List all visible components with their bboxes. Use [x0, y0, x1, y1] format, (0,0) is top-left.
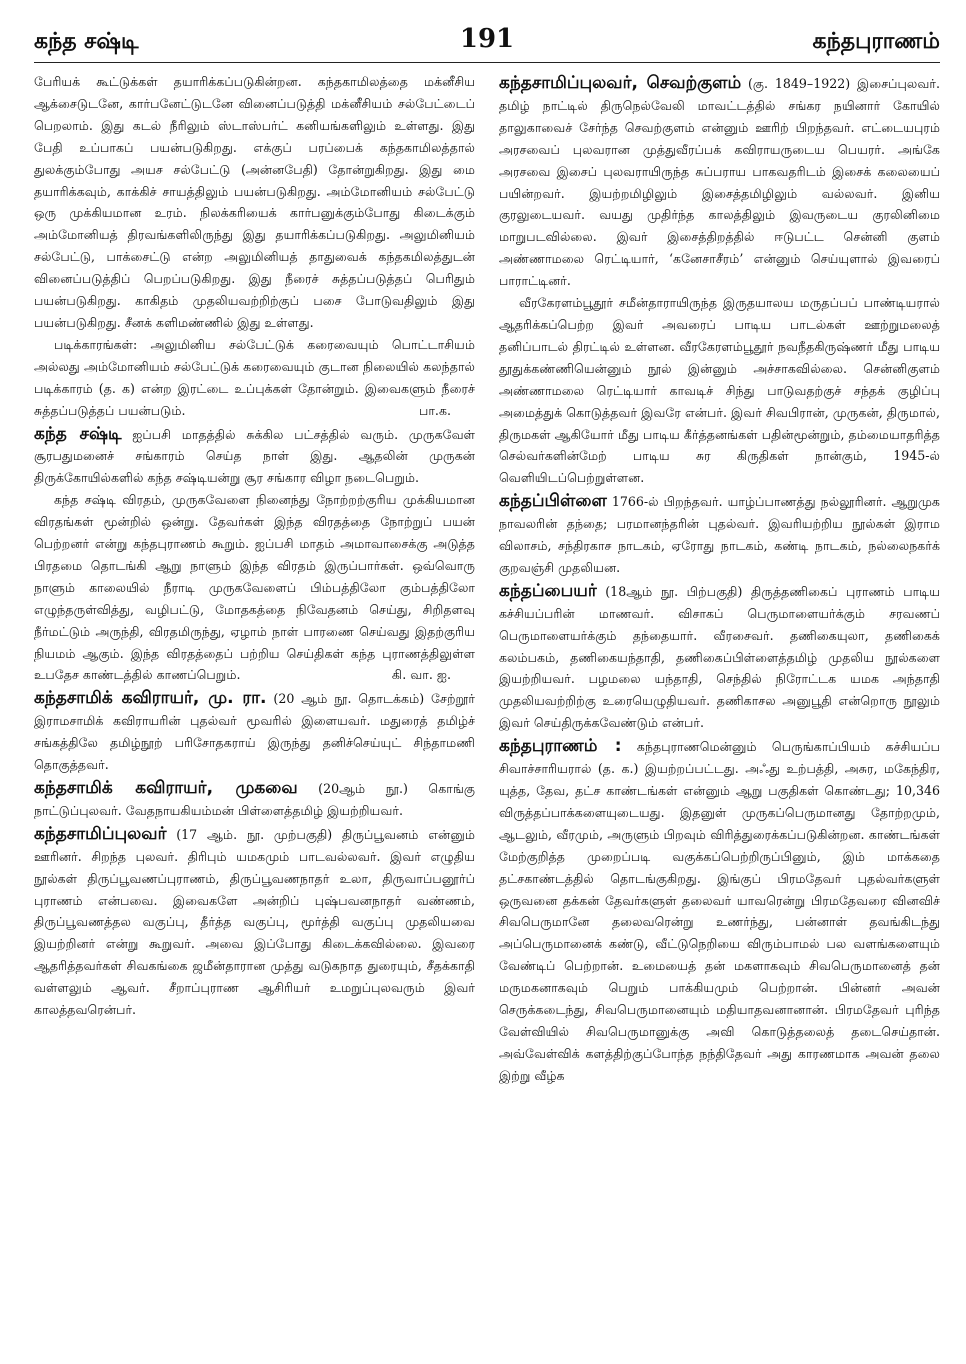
entry-kandasami-pulavar-sevarkulam — [499, 73, 940, 489]
entry-kandappillai — [499, 491, 940, 579]
left-column — [34, 71, 475, 1087]
entry-paragraph — [499, 73, 940, 292]
two-column-body — [34, 71, 940, 1087]
entry-paragraph — [499, 581, 940, 734]
entry-text: (20 ஆம் நூ. தொடக்கம்) சேற்றூர் இராமசாமிக் கவிராயரின் புதல்வர் மூவரில் இளையவர். மதுரைத் தமிழ்ச் சங்கத்திலே தமிழ்நூற் பரிசோதகராய் இருந்து தனிச்செய்யுட் சிந்தாமணி தொகுத்தவர். — [34, 691, 476, 773]
entry-headword: கந்த சஷ்டி — [34, 423, 122, 444]
entry-headword: கந்தபுராணம் : — [499, 736, 622, 757]
entry-paragraph — [499, 736, 940, 1087]
right-column — [499, 71, 940, 1087]
entry-headword: கந்தசாமிக் கவிராயர், மு. ரா. — [34, 688, 267, 709]
author-signature: பா.க. — [418, 402, 451, 418]
header-left-title: கந்த சஷ்டி — [34, 28, 139, 54]
entry-paragraph — [34, 688, 475, 776]
entry-paragraph — [34, 489, 475, 686]
entry-paragraph: வீரகேரளம்பூதூர் சமீன்தாராயிருந்த இருதயாலய மருதப்பப் பாண்டியரால் ஆதரிக்கப்பெற்ற இவர் அவரைப் பாடிய பாடல்கள் ஊற்றுமலைத் தனிப்பாடல் திரட்டில் உள்ளன. வீரகேரளம்பூதூர் நவநீதகிருஷ்ணர் மீது பாடிய தூதுக்கண்ணியென்னும் நூல் இன்னும் அச்சாகவில்லை. சென்னிகுளம் அண்ணாமலை ரெட்டியார் காவடிச் சிந்து பாடுவதற்குச் சந்தக் குழிப்பு அமைத்துக் கொடுத்தவர் இவரே என்பர். இவர் சிவபிரான், முருகன், திருமால், திருமகள் ஆகியோர் மீது பாடிய கீர்த்தனங்கள் பதின்மூன்றும், தம்மையாதரித்த செல்வர்களின்மேற் பாடிய சுர கிருதிகள் நான்கும், 1945-ல் வெளியிடப்பெற்றுள்ளன. — [499, 295, 940, 486]
entry-headword: கந்தப்பையர் — [499, 580, 597, 601]
entry-kandasami-kavirayar-mura — [34, 688, 475, 776]
entry-kandappaiyar — [499, 581, 940, 734]
entry-headword: கந்தசாமிக் கவிராயர், முகவை — [34, 778, 298, 798]
header-right-title: கந்தபுராணம் — [812, 28, 940, 54]
entry-text: கந்தபுராணமென்னும் பெருங்காப்பியம் கச்சியப்ப சிவாச்சாரியரால் (த. க.) இயற்றப்பட்டது. அஃது உற்பத்தி, அசுர, மகேந்திர, யுத்த, தேவ, தட்ச காண்டங்கள் என்னும் ஆறு பகுதிகள் கொண்டது; 10,346 விருத்தப்பாக்களையுடையது. இதனுள் முருகப்பெருமானது தோற்றமும், ஆடலும், வீரமும், அருளும் பிறவும் விரித்துரைக்கப்படுகின்றன. காண்டங்கள் மேற்குறித்த முறைப்படி வகுக்கப்பெற்றிருப்பினும், இம் மாக்கதை தட்சகாண்டத்தில் தொடங்குகிறது. இங்குப் பிரமதேவர் புதல்வர்களுள் ஒருவனை தக்கன் தேவர்களுள் தலைவர் யாவரென்று பிரமதேவரை வினவிச் சிவபெருமானே தலைவரென்று உணர்ந்து, பன்னாள் தவங்கிடந்து அப்பெருமானைக் கண்டு, வீட்டுநெறியை விரும்பாமல் பல வளங்களையும் வேண்டிப் பெற்றான். உமையைத் தன் மகளாகவும் சிவபெருமானைத் தன் மருமகனாகவும் பெறும் பாக்கியமும் பெற்றான். பின்னர் அவன் செருக்கடைந்து, சிவபெருமானையும் மதியாதவனானான். பிரமதேவர் புரிந்த வேள்வியில் சிவபெருமானுக்கு அவி கொடுத்தலைத் தடைசெய்தான். அவ்வேள்விக் களத்திற்குப்போந்த நந்திதேவர் அது காரணமாக அவன் தலை இற்று வீழ்க — [499, 739, 940, 1083]
entry-headword: கந்தப்பிள்ளை — [499, 491, 607, 512]
entry-text: (18ஆம் நூ. பிற்பகுதி) திருத்தணிகைப் புராணம் பாடிய கச்சியப்பரின் மாணவர். விசாகப் பெருமாளையர்க்கும் சரவணப் பெருமாளையர்க்கும் தந்தையார். வீரசைவர். தணிகையுலா, தணிகைக் கலம்பகம், தணிகையந்தாதி, தணிகைப்பிள்ளைத்தமிழ் முதலிய நூல்களை இயற்றியவர். பழமலை யந்தாதி, செந்தில் நிரோட்டக யமக அந்தாதி முதலியவற்றிற்கு உரையெழுதியவர். தணிகாசல அனுபூதி என்றொரு நூலும் இவர் செய்திருக்கவேண்டும் என்பர். — [499, 583, 940, 731]
entry-paragraph — [34, 824, 475, 1021]
continued-paragraph: பேரியக் கூட்டுக்கள் தயாரிக்கப்படுகின்றன. கந்தகாமிலத்தை மக்னீசிய ஆக்சைடுடனே, கார்பனேட்டுடனே வினைப்படுத்தி மக்னீசியம் சல்பேட்டைப் பெறலாம். இது கடல் நீரிலும் ஸ்டாஸ்பர்ட் கனியங்களிலும் உள்ளது. இது பேதி உப்பாகப் பயன்படுகிறது. எக்குப் பரப்பைக் கந்தகாமிலத்தால் துலக்கும்போது அயச சல்பேட்டு (அன்னபேதி) தோன்றுகிறது. இது மை தயாரிக்கவும், காக்கிச் சாயத்திலும் பயன்படுகிறது. அம்மோனியம் சல்பேட்டு ஒரு முக்கியமான உரம். நிலக்கரியைக் கார்பனுக்கும்போது கிடைக்கும் அம்மோனியத் திரவங்களிலிருந்து இது தயாரிக்கப்படுகிறது. அலுமினியம் சல்பேட்டு, பாக்சைட்டு என்ற அலுமினியத் தாதுவைக் கந்தகமிலத்துடன் வினைப்படுத்திப் பெறப்படுகிறது. இது நீரைச் சுத்தப்படுத்தப் பெரிதும் பயன்படுகிறது. காகிதம் முதலியவற்றிற்குப் பசை போடுவதிலும் இது பயன்படுகிறது. சீனக் களிமண்ணில் இது உள்ளது. — [34, 74, 475, 330]
entry-text: (20ஆம் நூ.) கொங்கு நாட்டுப்புலவர். வேதநாயகியம்மன் பிள்ளைத்தமிழ் இயற்றியவர். — [34, 781, 476, 818]
entry-paragraph — [34, 424, 475, 490]
entry-kanda-sashti — [34, 424, 475, 687]
entry-paragraph — [34, 778, 475, 822]
entry-kandasami-kavirayar-mugavai — [34, 778, 475, 822]
entry-text: (17 ஆம். நூ. முற்பகுதி) திருப்பூவனம் என்னும் ஊரினர். சிறந்த புலவர். திரிபும் யமகமும் பாடவல்லவர். இவர் எழுதிய நூல்கள் திருப்பூவணப்புராணம், திருப்பூவணநாதர் உலா, திருவாப்பனூர்ப் புராணம் என்பவை. இவைகளே அன்றிப் புஷ்பவனநாதர் வண்ணம், திருப்பூவணத்தல வகுப்பு, தீர்த்த வகுப்பு, மூர்த்தி வகுப்பு முதலியவை இயற்றினர் என்று கூறுவர். அவை இப்போது கிடைக்கவில்லை. இவரை ஆதரித்தவர்கள் சிவகங்கை ஜமீன்தாரான முத்து வடுகநாத துரையும், சீதக்காதி வள்ளலும் ஆவர். சீறாப்புராண ஆசிரியர் உமறுப்புலவரும் இவர் காலத்தவரென்பர். — [34, 826, 475, 1018]
entry-text: (கு. 1849–1922) இசைப்புலவர். தமிழ் நாட்டில் திருநெல்வேலி மாவட்டத்தில் சங்கர நயினார் கோயில் தாலுகாவைச் சேர்ந்த செவற்குளம் என்னும் ஊரிற் பிறந்தவர். எட்டையபுரம் அரசவைப் புலவரான முத்துவீரப்பக் கவிராயருடைய பெயரர். அங்கே அரசவை இசைப் புலவராயிருந்த சுப்பராய பாகவதரிடம் இசைக் கலையைப் பயின்றவர். இயற்றமிழிலும் இசைத்தமிழிலும் வல்லவர். இனிய குரலுடையவர். வயது முதிர்ந்த காலத்திலும் இவருடைய குரலினிமை மாறுபடவில்லை. இவர் இசைத்திறத்தில் ஈடுபட்ட சென்னி குளம் அண்ணாமலை ரெட்டியார், ‘கனேசாசீரம்’ என்னும் செய்யுளால் இவரைப் பாராட்டினர். — [499, 76, 940, 289]
entry-kandapuranam — [499, 736, 940, 1087]
entry-kandasami-pulavar — [34, 824, 475, 1021]
continued-paragraph — [34, 334, 475, 422]
entry-paragraph — [499, 491, 940, 579]
running-header — [34, 22, 940, 63]
paragraph-text: படிக்காரங்கள்: அலுமினிய சல்பேட்டுக் கரைவையும் பொட்டாசியம் அல்லது அம்மோனியம் சல்பேட்டுக் கரைவையும் குடான நிலையில் கலந்தால் படிக்காரம் (த. க) என்ற இரட்டை உப்புக்கள் தோன்றும். இவைகளும் நீரைச் சுத்தப்படுத்தப் பயன்படும். — [34, 336, 475, 418]
entry-headword: கந்தசாமிப்புலவர், செவற்குளம் — [499, 73, 742, 93]
entry-text: 1766-ல் பிறந்தவர். யாழ்ப்பாணத்து நல்லூரினர். ஆறுமுக நாவலரின் தந்தை; பரமானந்தரின் புதல்வர். இவரியற்றிய நூல்கள் இராம விலாசம், சந்திரகாச நாடகம், ஏரோது நாடகம், கண்டி நாடகம், நல்லைநகர்க் குறவஞ்சி முதலியன. — [499, 494, 940, 575]
entry-text: கந்த சஷ்டி விரதம், முருகவேளை நினைந்து நோற்றற்குரிய முக்கியமான விரதங்கள் மூன்றில் ஒன்று. தேவர்கள் இந்த விரதத்தை நோற்றுப் பயன் பெற்றனர் என்று கந்தபுராணம் கூறும். ஐப்பசி மாதம் அமாவாசைக்கு அடுத்த பிரதமை தொடங்கி ஆறு நாளும் இந்த விரதம் இருப்பார்கள். ஒவ்வொரு நாளும் காலையில் நீராடி முருகவேளைப் பிம்பத்திலோ கும்பத்திலோ எழுந்தருள்வித்து, வழிபட்டு, மோதகத்தை நிவேதனம் செய்து, சிறிதளவு நீர்மட்டும் அருந்தி, விரதமிருந்து, ஏழாம் நாள் பாரணை செய்வது இதற்குரிய நியமம் ஆகும். இந்த விரதத்தைப் பற்றிய செய்திகள் கந்த புராணத்திலுள்ள உபதேச காண்டத்தில் காணப்பெறும். — [34, 492, 475, 683]
author-signature: கி. வா. ஐ. — [391, 667, 451, 683]
entry-headword: கந்தசாமிப்புலவர் — [34, 823, 167, 844]
page-number: 191 — [459, 24, 515, 54]
entry-text: ஐப்பசி மாதத்தில் சுக்கில பட்சத்தில் வரும். முருகவேள் சூரபதுமனைச் சங்காரம் செய்த நாள் இது. ஆதலின் முருகன் திருக்கோயில்களில் கந்த சஷ்டியன்று சூர சங்கார விழா நடைபெறும். — [34, 426, 475, 486]
